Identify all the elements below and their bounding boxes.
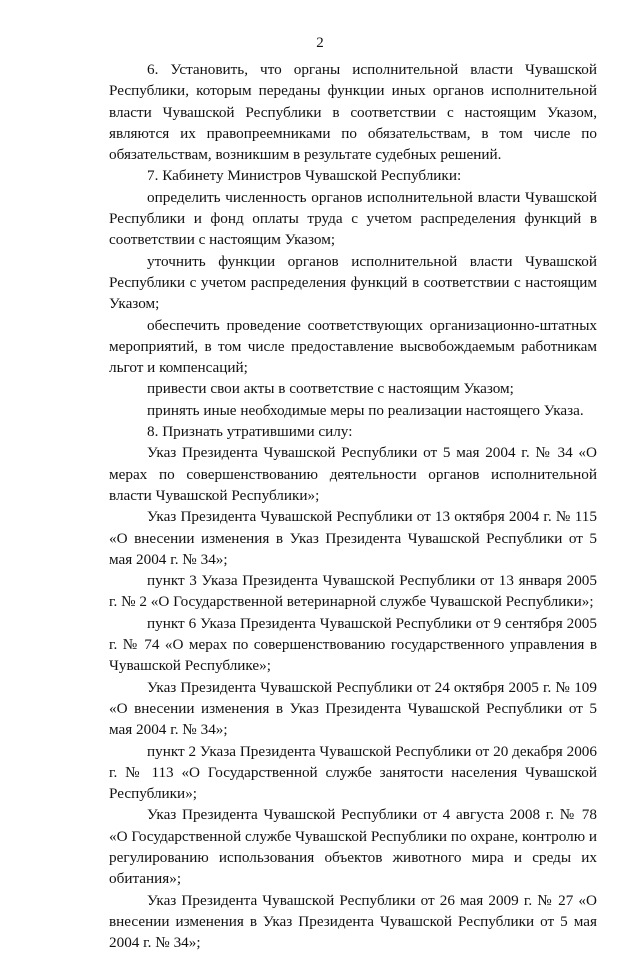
paragraph: Указ Президента Чувашской Республики от 13 октября 2004 г. № 115 «О внесении изменения в Указ Президента Чувашской Республики от 5 мая 2004 г. № 34»;: [109, 508, 597, 568]
paragraph: пункт 6 Указа Президента Чувашской Республики от 9 сентября 2005 г. № 74 «О мерах по совершенствованию государственного управления в Чувашской Республике»;: [109, 614, 597, 675]
paragraph: 7. Кабинету Министров Чувашской Республики:: [147, 167, 462, 185]
paragraph: уточнить функции органов исполнительной власти Чувашской Республики с учетом распределения функций в соответствии с настоящим Указом;: [109, 252, 597, 313]
paragraph: определить численность органов исполнительной власти Чувашской Республики и фонд оплаты труда с учетом распределения функций в соответствии с настоящим Указом;: [109, 188, 597, 249]
paragraph: пункт 2 Указа Президента Чувашской Республики от 20 декабря 2006 г. № 113 «О Государственной службе занятости населения Чувашской Республики»;: [109, 742, 597, 803]
paragraph: Указ Президента Чувашской Республики от 26 мая 2009 г. № 27 «О внесении изменения в Указ Президента Чувашской Республики от 5 мая 2004 г. № 34»;: [109, 891, 597, 952]
paragraph: принять иные необходимые меры по реализации настоящего Указа.: [147, 401, 584, 419]
document-body: [109, 59, 597, 953]
page-number: 2: [316, 35, 324, 51]
paragraph: Указ Президента Чувашской Республики от 24 октября 2005 г. № 109 «О внесении изменения в Указ Президента Чувашской Республики от 5 мая 2004 г. № 34»;: [109, 678, 597, 739]
paragraph: привести свои акты в соответствие с настоящим Указом;: [147, 380, 514, 398]
paragraph: Указ Президента Чувашской Республики от 4 августа 2008 г. № 78 «О Государственной службе Чувашской Республики по охране, контролю и регулированию использования объектов животного мира и среды их обитания»;: [109, 806, 597, 888]
paragraph: пункт 3 Указа Президента Чувашской Республики от 13 января 2005 г. № 2 «О Государственной ветеринарной службе Чувашской Республики»;: [109, 572, 597, 611]
paragraph: обеспечить проведение соответствующих организационно-штатных мероприятий, в том числе предоставление высвобождаемым работникам льгот и компенсаций;: [109, 316, 597, 377]
paragraph: 8. Признать утратившими силу:: [147, 423, 353, 441]
paragraph: 6. Установить, что органы исполнительной власти Чувашской Республики, которым переданы функции иных органов исполнительной власти Чувашской Республики в соответствии с настоящим Указом, являются их правопреемниками по обязательствам, в том числе по обязательствам, возникшим в результате судебных решений.: [109, 61, 597, 164]
paragraph: Указ Президента Чувашской Республики от 5 мая 2004 г. № 34 «О мерах по совершенствованию деятельности органов исполнительной власти Чувашской Республики»;: [109, 444, 597, 504]
